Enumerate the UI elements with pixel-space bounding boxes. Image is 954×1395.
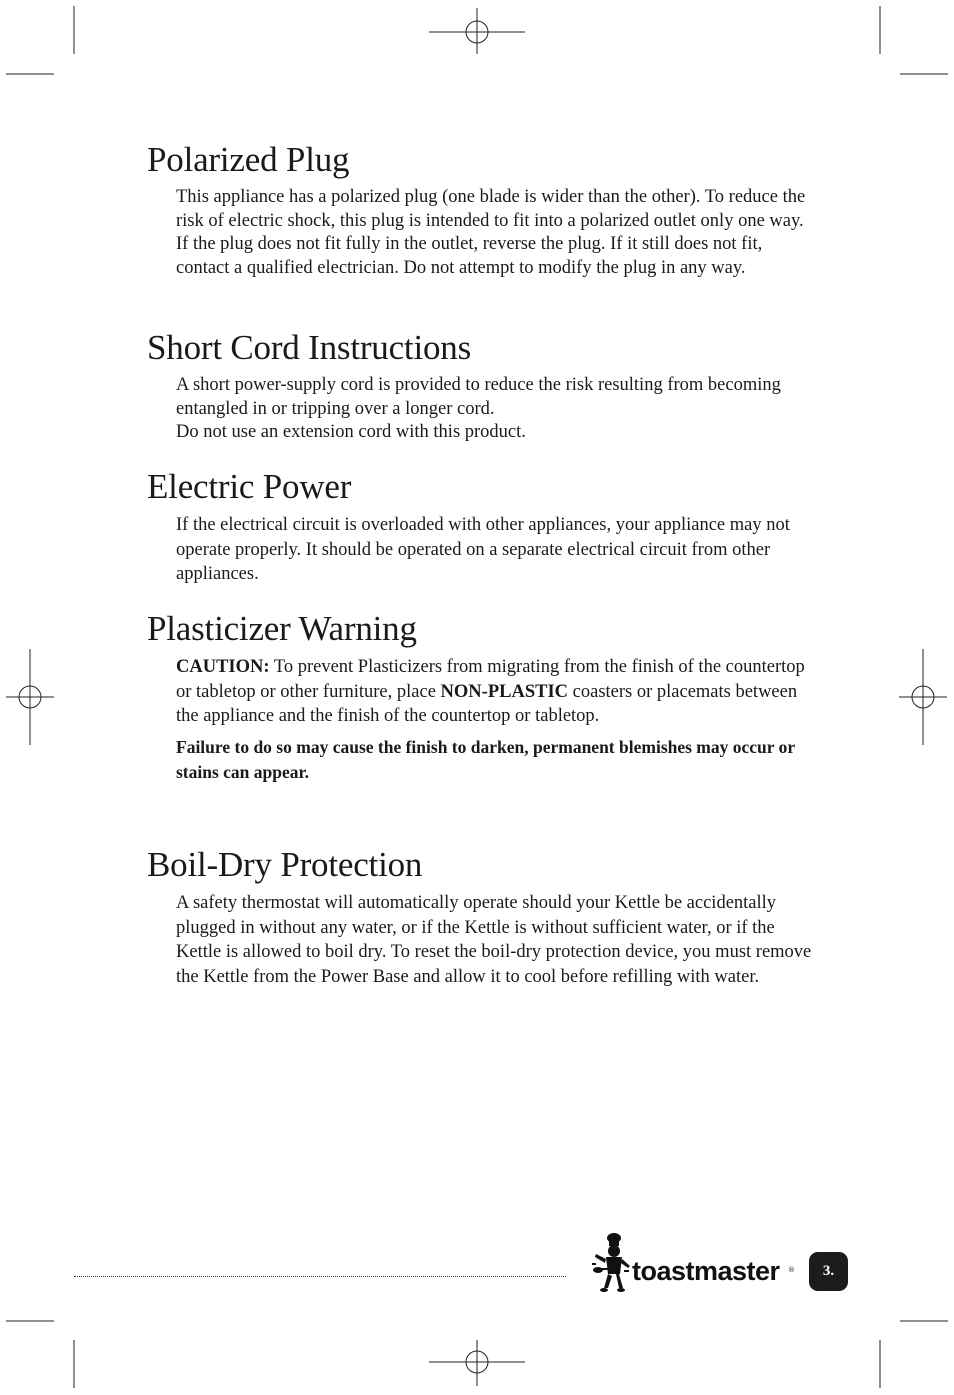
section-boil-dry-protection (147, 845, 812, 989)
page-number-badge: 3. (809, 1252, 848, 1291)
non-plastic-emphasis: NON-PLASTIC (440, 681, 569, 702)
section-polarized-plug (147, 140, 812, 280)
caution-label: CAUTION: (176, 657, 270, 677)
section-title: Electric Power (147, 467, 352, 506)
caution-paragraph (176, 655, 812, 729)
failure-note: Failure to do so may cause the finish to darken, permanent blemishes may occur or stains can appear. (176, 736, 795, 782)
section-body (176, 655, 812, 785)
body-text: This appliance has a polarized plug (one blade is wider than the other). To reduce the risk of electric shock, this plug is intended to fit into a polarized outlet only one way. If the plug does not fit fully in the outlet, reverse the plug. If it still does not fit, contact a qualified electrician. Do not attempt to modify the plug in any way. (176, 187, 806, 278)
brand-logo (592, 1230, 802, 1294)
section-electric-power (147, 467, 812, 587)
body-text: A safety thermostat will automatically operate should your Kettle be accidentally plugged in without any water, or if the Kettle is without sufficient water, or if the Kettle is allowed to boil dry. To reset the boil-dry protection device, you must remove the Kettle from the Power Base and allow it to cool before refilling with water. (176, 893, 812, 987)
section-title: Polarized Plug (147, 140, 350, 179)
section-title: Short Cord Instructions (147, 328, 472, 367)
body-text: Do not use an extension cord with this product. (176, 422, 526, 442)
section-body (176, 374, 812, 445)
section-title: Plasticizer Warning (147, 609, 417, 648)
section-short-cord (147, 328, 812, 445)
section-title: Boil-Dry Protection (147, 845, 423, 884)
section-plasticizer-warning (147, 609, 812, 785)
section-body (176, 891, 812, 989)
footer-dotted-rule (74, 1276, 566, 1277)
section-body (176, 513, 812, 587)
brand-wordmark: toastmaster (632, 1256, 780, 1286)
body-text: A short power-supply cord is provided to reduce the risk resulting from becoming entangled in or tripping over a longer cord. (176, 375, 781, 419)
registered-mark: ® (788, 1266, 795, 1274)
section-body (176, 186, 812, 280)
caution-text: To prevent Plasticizers from migrating from the finish of the countertop or tabletop or other furniture, place (176, 657, 805, 702)
chef-mascot-icon (592, 1230, 632, 1294)
body-text: If the electrical circuit is overloaded with other appliances, your appliance may not operate properly. It should be operated on a separate electrical circuit from other appliances. (176, 515, 790, 584)
caution-text: coasters or placemats between the appliance and the finish of the countertop or tabletop. (176, 681, 798, 726)
